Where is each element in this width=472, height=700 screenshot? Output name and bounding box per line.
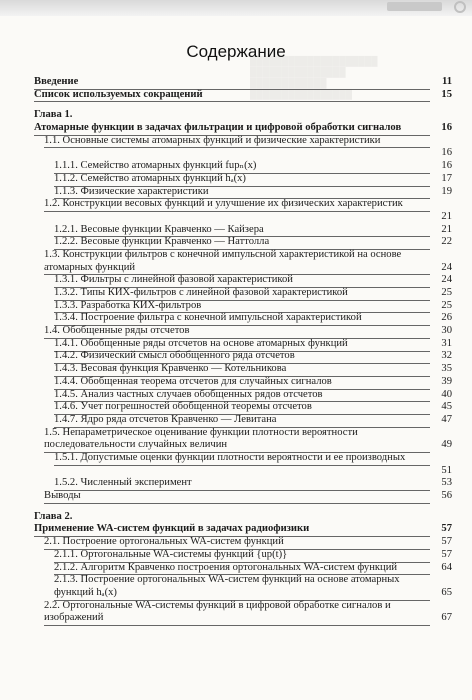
toc-entry-title: 1.1.1. Семейство атомарных функций fupₙ(x): [54, 160, 430, 174]
toc-entry[interactable]: [34, 427, 452, 452]
toc-entry-title: 1.1.2. Семейство атомарных функций hₐ(x): [54, 173, 430, 187]
toc-entry[interactable]: [34, 562, 452, 575]
toc-entry[interactable]: [34, 536, 452, 549]
toc-entry[interactable]: [34, 312, 452, 325]
toc-entry-title: 1.1.3. Физические характеристики: [54, 186, 430, 200]
toc-entry-title: Введение: [34, 76, 430, 90]
toc-entry[interactable]: [34, 600, 452, 625]
toc-page-number: 51: [441, 464, 452, 476]
toc-entry[interactable]: [34, 389, 452, 402]
toc-entry[interactable]: [34, 574, 452, 599]
toc-entry-title: 1.3. Конструкции фильтров с конечной импульсной характеристикой на основе атомарных функций: [44, 249, 430, 275]
toc-entry[interactable]: [34, 300, 452, 313]
toc-entry-title: 1.4.4. Обобщенная теорема отсчетов для случайных сигналов: [54, 376, 430, 390]
toc-entry[interactable]: [34, 198, 452, 223]
toc-entry-title: Применение WA-систем функций в задачах радиофизики: [34, 523, 430, 537]
toc-entry-title: 2.1.2. Алгоритм Кравченко построения ортогональных WA-систем функций: [54, 562, 430, 576]
toc-entry-title: 1.3.3. Разработка КИХ-фильтров: [54, 300, 430, 314]
page-title: Содержание: [186, 42, 286, 61]
toc-entry-title: Выводы: [44, 490, 430, 504]
toc-entry-title: 1.5.2. Численный эксперимент: [54, 477, 430, 491]
toc-entry[interactable]: [34, 122, 452, 135]
toc-entry[interactable]: [34, 376, 452, 389]
toc-entry[interactable]: [34, 249, 452, 274]
section-gap: [34, 101, 452, 109]
toc-page-number: 22: [441, 236, 452, 248]
toc-entry-title: 1.2.2. Весовые функции Кравченко — Наттолла: [54, 236, 430, 250]
toc-page-number: 19: [441, 185, 452, 197]
toc-page-number: 24: [441, 261, 452, 273]
toc-page-number: 47: [441, 413, 452, 425]
bleed-through-text: ████████████████████ ███████████████ ████████████ ████████████████: [250, 56, 378, 99]
toc-page-number: 65: [441, 586, 452, 598]
toc-entry-title: 1.2.1. Весовые функции Кравченко — Кайзера: [54, 224, 430, 238]
toc-entry-title: 1.4.2. Физический смысл обобщенного ряда отсчетов: [54, 350, 430, 364]
toc-page-number: 21: [441, 210, 452, 222]
toc-entry[interactable]: [34, 523, 452, 536]
toc-entry-title: 2.1. Построение ортогональных WA-систем функций: [44, 536, 430, 550]
toc-page-number: 45: [441, 401, 452, 413]
toc-page-number: 53: [441, 477, 452, 489]
toc-page-number: 25: [441, 299, 452, 311]
toc-entry[interactable]: [34, 325, 452, 338]
toc-entry[interactable]: [34, 338, 452, 351]
toc-entry-title: 1.4.6. Учет погрешностей обобщенной теоремы отсчетов: [54, 401, 430, 415]
toc-entry[interactable]: [34, 452, 452, 477]
toc-entry[interactable]: [34, 490, 452, 503]
toc-page-number: 67: [441, 612, 452, 624]
toc-page-number: 49: [441, 439, 452, 451]
toc-entry-title: Список используемых сокращений: [34, 89, 430, 103]
toc-page-number: 30: [441, 325, 452, 337]
toc-entry-title: 1.3.2. Типы КИХ-фильтров с линейной фазовой характеристикой: [54, 287, 430, 301]
toc-page-number: 16: [441, 147, 452, 159]
toc-entry[interactable]: [34, 224, 452, 237]
toc-page-number: 11: [441, 76, 452, 87]
toc-entry[interactable]: [34, 549, 452, 562]
header-circle-icon: [454, 1, 466, 13]
top-strip: [0, 0, 472, 16]
toc-entry-title: 1.2. Конструкции весовых функций и улучшение их физических характеристик: [44, 198, 430, 212]
table-of-contents: [34, 76, 452, 625]
toc-entry-title: 1.5. Непараметрическое оценивание функции плотности вероятности последовательности случайных величин: [44, 427, 430, 453]
toc-entry-title: 1.1. Основные системы атомарных функций и физические характеристики: [44, 135, 430, 149]
chapter-heading: Глава 1.: [34, 109, 73, 121]
toc-entry-title: Атомарные функции в задачах фильтрации и цифровой обработки сигналов: [34, 122, 430, 136]
toc-page-number: 16: [441, 160, 452, 172]
toc-page-number: 31: [441, 337, 452, 349]
toc-page-number: 57: [441, 536, 452, 548]
toc-entry[interactable]: [34, 173, 452, 186]
section-gap: [34, 503, 452, 511]
toc-page-number: 35: [441, 363, 452, 375]
chapter-heading: Глава 2.: [34, 510, 73, 522]
toc-entry-title: 1.4.5. Анализ частных случаев обобщенных рядов отсчетов: [54, 389, 430, 403]
toc-entry-title: 1.3.4. Построение фильтра с конечной импульсной характеристикой: [54, 312, 430, 326]
toc-page-number: 64: [441, 561, 452, 573]
toc-page-number: 17: [441, 172, 452, 184]
toc-page-number: 25: [441, 287, 452, 299]
header-mark: [387, 2, 442, 11]
toc-page-number: 16: [441, 122, 452, 134]
toc-entry-title: 1.4.7. Ядро ряда отсчетов Кравченко — Левитана: [54, 414, 430, 428]
toc-entry[interactable]: [34, 186, 452, 199]
toc-page-number: 56: [441, 490, 452, 502]
toc-entry-title: 1.4. Обобщенные ряды отсчетов: [44, 325, 430, 339]
toc-page-number: 24: [441, 274, 452, 286]
toc-entry-title: 1.4.3. Весовая функция Кравченко — Котельникова: [54, 363, 430, 377]
toc-page-number: 57: [441, 523, 452, 535]
toc-page-number: 26: [441, 312, 452, 324]
toc-page-number: 15: [441, 88, 452, 100]
toc-entry[interactable]: [34, 401, 452, 414]
toc-page-number: 21: [441, 223, 452, 235]
toc-entry[interactable]: [34, 350, 452, 363]
toc-page-number: 39: [441, 375, 452, 387]
toc-entry[interactable]: [34, 363, 452, 376]
toc-entry[interactable]: [34, 477, 452, 490]
toc-entry-title: 1.5.1. Допустимые оценки функции плотности вероятности и ее производных: [54, 452, 430, 466]
toc-entry-title: 1.3.1. Фильтры с линейной фазовой характеристикой: [54, 274, 430, 288]
toc-entry[interactable]: [34, 236, 452, 249]
toc-entry[interactable]: [34, 89, 452, 102]
toc-entry-title: 1.4.1. Обобщенные ряды отсчетов на основе атомарных функций: [54, 338, 430, 352]
toc-page-number: 32: [441, 350, 452, 362]
toc-entry-title: 2.1.3. Построение ортогональных WA-систем функций на основе атомарных функций hₐ(x): [54, 574, 430, 600]
toc-entry[interactable]: [34, 76, 452, 89]
toc-entry[interactable]: [34, 274, 452, 287]
toc-entry-title: 2.2. Ортогональные WA-системы функций в цифровой обработке сигналов и изображений: [44, 600, 430, 626]
toc-entry-title: 2.1.1. Ортогональные WA-системы функций {up(t)}: [54, 549, 430, 563]
toc-entry[interactable]: [34, 160, 452, 173]
toc-entry[interactable]: [34, 135, 452, 160]
toc-page-number: 40: [441, 388, 452, 400]
toc-entry[interactable]: [34, 287, 452, 300]
toc-entry[interactable]: [34, 414, 452, 427]
toc-page-number: 57: [441, 548, 452, 560]
